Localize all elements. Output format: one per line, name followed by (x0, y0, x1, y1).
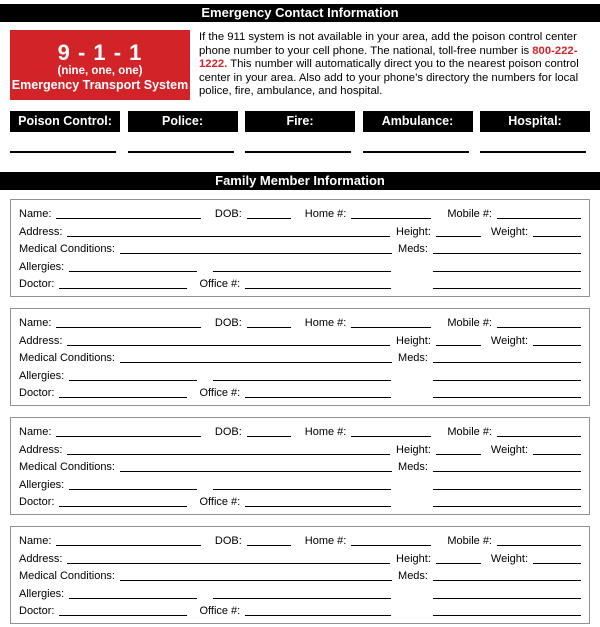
height-field-line (436, 345, 481, 346)
mobile-phone-label: Mobile #: (447, 317, 492, 329)
dob-field-line (247, 436, 291, 437)
allergies-field-line (69, 271, 197, 272)
member-row-allergies (19, 585, 581, 601)
page-title: Emergency Contact Information (0, 4, 600, 22)
emergency-number-phonetic: (nine, one, one) (57, 65, 143, 77)
medical-conditions-label: Medical Conditions: (19, 461, 115, 473)
family-member-card (10, 308, 590, 406)
address-field-line (67, 236, 390, 237)
dob-field-line (247, 327, 291, 328)
doctor-field-line (59, 397, 187, 398)
poison-control-number: 800-222-1222. (199, 44, 578, 70)
height-label: Height: (396, 334, 431, 347)
emergency-contacts-row (10, 111, 590, 153)
member-row-address (19, 550, 581, 566)
member-row-address (19, 223, 581, 239)
name-field-line (56, 545, 200, 546)
doctor-label: Doctor: (19, 387, 55, 399)
dob-label: DOB: (214, 426, 242, 438)
weight-label: Weight: (490, 443, 528, 456)
member-row-identity (19, 205, 581, 221)
member-row-address (19, 332, 581, 348)
weight-label: Weight: (490, 334, 528, 347)
medical-conditions-field-line (120, 362, 392, 363)
name-label: Name: (19, 208, 52, 220)
contact-col-fire (245, 111, 355, 153)
allergies-label: Allergies: (19, 369, 65, 382)
meds-label: Meds: (398, 461, 428, 473)
weight-field-line (533, 454, 581, 455)
allergies-field-line (69, 598, 197, 599)
weight-field-line (533, 345, 581, 346)
office-phone-field-line (245, 615, 391, 616)
dob-label: DOB: (214, 535, 242, 547)
allergies-label: Allergies: (19, 260, 65, 273)
ambulance-label: Ambulance: (363, 111, 473, 132)
allergies-continued-field-line (213, 598, 391, 599)
hospital-field-line (480, 151, 586, 153)
dob-field-line (247, 218, 291, 219)
doctor-field-line (59, 506, 187, 507)
hospital-label: Hospital: (480, 111, 590, 132)
member-row-identity (19, 532, 581, 548)
weight-label: Weight: (490, 552, 528, 565)
meds-label: Meds: (398, 570, 428, 582)
home-phone-label: Home #: (304, 317, 347, 329)
member-row-medical (19, 349, 581, 365)
member-row-doctor (19, 384, 581, 400)
doctor-label: Doctor: (19, 278, 55, 290)
height-label: Height: (396, 225, 431, 238)
home-phone-label: Home #: (304, 426, 347, 438)
allergies-field-line (69, 380, 197, 381)
fire-label: Fire: (245, 111, 355, 132)
police-label: Police: (128, 111, 238, 132)
meds-continued-field-line (433, 489, 581, 490)
name-label: Name: (19, 535, 52, 547)
doctor-field-line (59, 288, 187, 289)
home-phone-field-line (351, 436, 431, 437)
family-members-list (0, 199, 600, 624)
name-field-line (56, 218, 200, 219)
allergies-continued-field-line (213, 380, 391, 381)
instructions-text-after: This number will automatically direct you to the nearest poison control center in your area. Also add to your phone’s directory the numbers for local police, fire, ambulance, and hospital. (199, 58, 579, 97)
address-field-line (67, 345, 390, 346)
contact-col-poison-control (10, 111, 120, 153)
meds-label: Meds: (398, 352, 428, 364)
height-label: Height: (396, 443, 431, 456)
height-label: Height: (396, 552, 431, 565)
mobile-phone-field-line (497, 436, 581, 437)
doctor-label: Doctor: (19, 605, 55, 617)
address-field-line (67, 563, 390, 564)
allergies-label: Allergies: (19, 478, 65, 491)
emergency-911-box (10, 30, 190, 100)
instructions-text-before: If the 911 system is not available in your area, add the poison control center phone number to your cell phone. The national, toll-free number is (199, 31, 577, 57)
meds-continued-field-line (433, 598, 581, 599)
weight-field-line (533, 563, 581, 564)
contact-col-police (128, 111, 238, 153)
family-member-card (10, 199, 590, 297)
address-label: Address: (19, 334, 63, 347)
instructions-paragraph (190, 30, 590, 100)
name-field-line (56, 327, 200, 328)
medical-conditions-field-line (120, 253, 392, 254)
mobile-phone-label: Mobile #: (447, 535, 492, 547)
medical-conditions-field-line (120, 471, 392, 472)
home-phone-field-line (351, 545, 431, 546)
height-field-line (436, 454, 481, 455)
mobile-phone-label: Mobile #: (447, 208, 492, 220)
member-row-medical (19, 458, 581, 474)
contact-col-hospital (480, 111, 590, 153)
medical-conditions-label: Medical Conditions: (19, 243, 115, 255)
member-row-identity (19, 314, 581, 330)
mobile-phone-field-line (497, 218, 581, 219)
home-phone-field-line (351, 327, 431, 328)
height-field-line (436, 563, 481, 564)
doctor-field-line (59, 615, 187, 616)
meds-continued-field-line-2 (433, 615, 581, 616)
family-section-title: Family Member Information (0, 172, 600, 190)
medical-conditions-label: Medical Conditions: (19, 352, 115, 364)
address-label: Address: (19, 225, 63, 238)
member-row-doctor (19, 493, 581, 509)
address-label: Address: (19, 552, 63, 565)
meds-continued-field-line (433, 271, 581, 272)
meds-field-line (433, 471, 581, 472)
mobile-phone-field-line (497, 327, 581, 328)
meds-continued-field-line-2 (433, 397, 581, 398)
member-row-medical (19, 240, 581, 256)
dob-label: DOB: (214, 317, 242, 329)
contact-col-ambulance (363, 111, 473, 153)
member-row-allergies (19, 258, 581, 274)
name-label: Name: (19, 317, 52, 329)
allergies-label: Allergies: (19, 587, 65, 600)
mobile-phone-label: Mobile #: (447, 426, 492, 438)
office-phone-field-line (245, 288, 391, 289)
home-phone-label: Home #: (304, 208, 347, 220)
member-row-medical (19, 567, 581, 583)
office-phone-label: Office #: (199, 387, 241, 399)
meds-label: Meds: (398, 243, 428, 255)
member-row-address (19, 441, 581, 457)
emergency-number: 9 - 1 - 1 (57, 40, 143, 65)
member-row-doctor (19, 602, 581, 618)
medical-conditions-field-line (120, 580, 392, 581)
home-phone-field-line (351, 218, 431, 219)
meds-continued-field-line-2 (433, 506, 581, 507)
emergency-system-name: Emergency Transport System (11, 78, 189, 92)
police-field-line (128, 151, 234, 153)
office-phone-label: Office #: (199, 496, 241, 508)
office-phone-field-line (245, 506, 391, 507)
member-row-doctor (19, 275, 581, 291)
member-row-identity (19, 423, 581, 439)
weight-label: Weight: (490, 225, 528, 238)
address-field-line (67, 454, 390, 455)
office-phone-label: Office #: (199, 605, 241, 617)
dob-label: DOB: (214, 208, 242, 220)
member-row-allergies (19, 367, 581, 383)
height-field-line (436, 236, 481, 237)
family-member-card (10, 526, 590, 624)
doctor-label: Doctor: (19, 496, 55, 508)
address-label: Address: (19, 443, 63, 456)
meds-field-line (433, 580, 581, 581)
ambulance-field-line (363, 151, 469, 153)
meds-field-line (433, 253, 581, 254)
name-field-line (56, 436, 200, 437)
name-label: Name: (19, 426, 52, 438)
intro-section (10, 30, 590, 100)
meds-continued-field-line (433, 380, 581, 381)
poison-control-field-line (10, 151, 116, 153)
mobile-phone-field-line (497, 545, 581, 546)
office-phone-field-line (245, 397, 391, 398)
allergies-field-line (69, 489, 197, 490)
office-phone-label: Office #: (199, 278, 241, 290)
allergies-continued-field-line (213, 271, 391, 272)
family-member-card (10, 417, 590, 515)
medical-conditions-label: Medical Conditions: (19, 570, 115, 582)
home-phone-label: Home #: (304, 535, 347, 547)
meds-continued-field-line-2 (433, 288, 581, 289)
poison-control-label: Poison Control: (10, 111, 120, 132)
allergies-continued-field-line (213, 489, 391, 490)
fire-field-line (245, 151, 351, 153)
emergency-contact-form-page (0, 4, 600, 627)
member-row-allergies (19, 476, 581, 492)
weight-field-line (533, 236, 581, 237)
dob-field-line (247, 545, 291, 546)
meds-field-line (433, 362, 581, 363)
